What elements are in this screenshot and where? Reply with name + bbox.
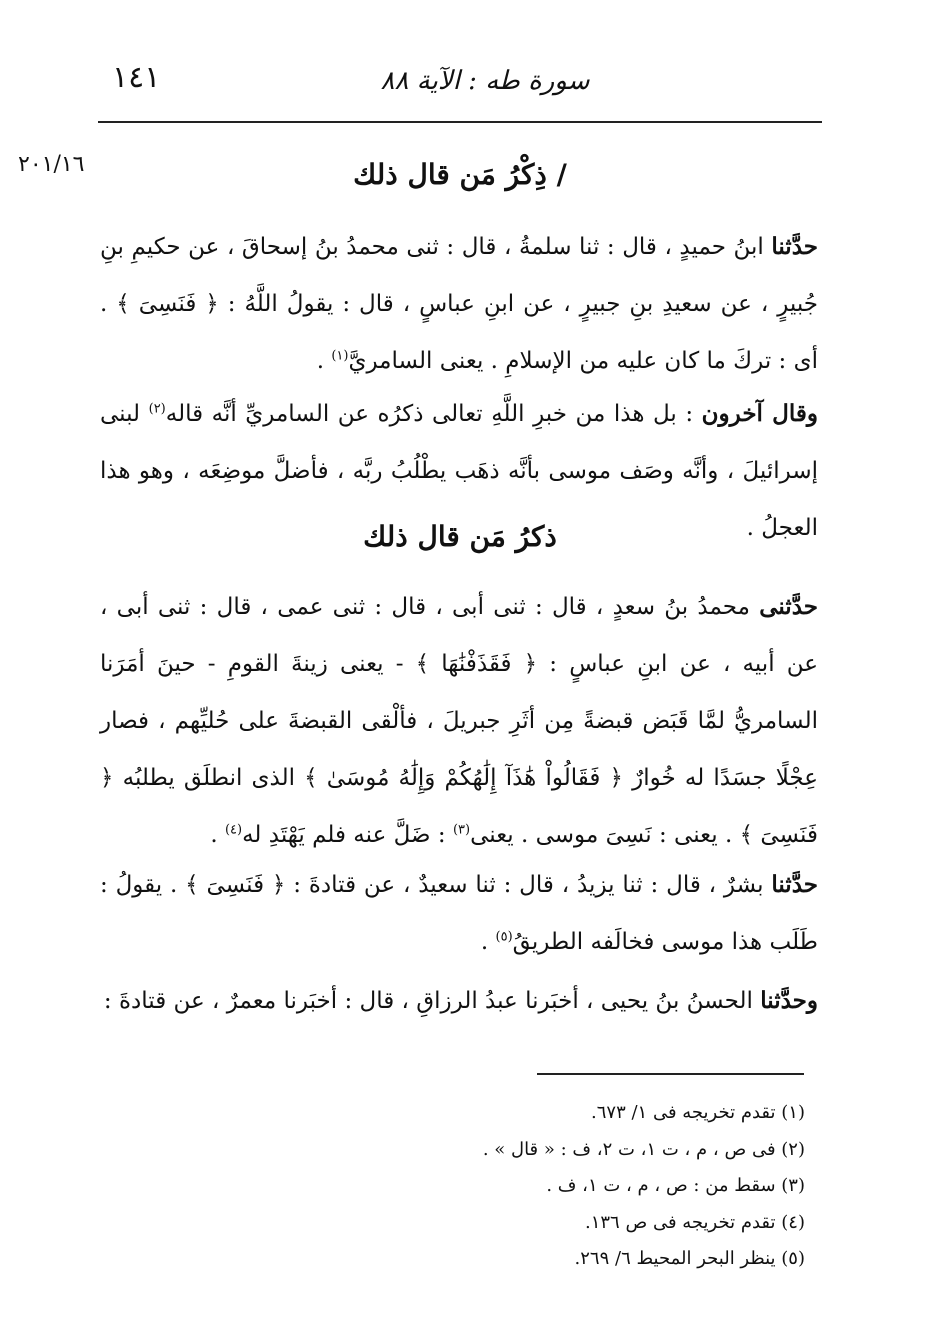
paragraph-lead: حدَّثنا	[771, 871, 818, 898]
paragraph-tail: .	[210, 822, 225, 848]
footnote-marker: (٣)	[452, 822, 471, 838]
paragraph-lead: وقال آخرون	[701, 400, 819, 427]
paragraph-text: : بل هذا من خبرِ اللَّهِ تعالى ذكرُه عن السامريِّ أنَّه قاله	[165, 401, 702, 427]
footnote-item: (٤) تقدم تخريجه فى ص ١٣٦.	[584, 1211, 805, 1233]
paragraph-lead: وحدَّثنا	[760, 987, 818, 1014]
paragraph-tail: .	[480, 929, 496, 955]
section-heading-1: / ذِكْرُ مَن قال ذلك	[353, 158, 567, 191]
footnote-item: (١) تقدم تخريجه فى ١/ ٦٧٣.	[591, 1102, 805, 1123]
paragraph-4	[100, 856, 818, 971]
paragraph-5	[100, 972, 818, 1030]
paragraph-text: بشرٌ ، قال : ثنا يزيدُ ، قال : ثنا سعيدٌ ، عن قتادةَ : ﴿ فَنَسِىَ ﴾ . يقولُ : طَلَب هذا موسى فخالَفه الطريقُ	[100, 872, 818, 955]
paragraph-1	[100, 218, 818, 390]
footnote-item: (٢) فى ص ، م ، ت ١، ت ٢، ف : « قال » .	[482, 1138, 805, 1160]
page-number: ١٤١	[112, 60, 161, 95]
footnotes	[450, 1095, 805, 1278]
footnote-marker: (١)	[331, 348, 349, 364]
paragraph-text: الحسنُ بنُ يحيى ، أخبَرنا عبدُ الرزاقِ ، قال : أخبَرنا معمرٌ ، عن قتادةَ :	[103, 988, 761, 1014]
paragraph-tail: : ضَلَّ عنه فلم يَهْتَدِ له	[242, 822, 453, 848]
paragraph-text: محمدُ بنُ سعدٍ ، قال : ثنى أبى ، قال : ثنى عمى ، قال : ثنى أبى ، عن أبيه ، عن ابنِ عباسٍ : ﴿ فَقَذَفْنَٰهَا ﴾ - يعنى زينةَ القومِ - حينَ أمَرَنا السامريُّ لمَّا قَبَض قبضةً مِن أثَرِ جبريلَ ، فألْقى القبضةَ على حُليِّهم ، فصار عِجْلًا جسَدًا له خُوارٌ ﴿ فَقَالُواْ هَٰذَآ إِلَٰهُكُمْ وَإِلَٰهُ مُوسَىٰ ﴾ الذى انطلَق يطلبُه ﴿ فَنَسِىَ ﴾ . يعنى : نَسِىَ موسى . يعنى	[100, 594, 818, 848]
paragraph-text: ابنُ حميدٍ ، قال : ثنا سلمةُ ، قال : ثنى محمدُ بنُ إسحاقَ ، عن حكيمِ بنِ جُبيرٍ ، عن سعيدِ بنِ جبيرٍ ، عن ابنِ عباسٍ ، قال : يقولُ اللَّهُ : ﴿ فَنَسِىَ ﴾ . أى : تركَ ما كان عليه من الإسلامِ . يعنى السامريَّ	[100, 234, 818, 374]
paragraph-tail: لبنى إسرائيلَ ، وأنَّه وصَف موسى بأنَّه ذهَب يطْلُبُ ربَّه ، فأضلَّ موضِعَه ، وهو هذا العجلُ .	[100, 401, 818, 541]
footnote-marker: (٢)	[148, 401, 166, 417]
margin-reference: ٢٠١/١٦	[18, 152, 85, 177]
section-heading-2: ذكرُ مَن قال ذلك	[363, 520, 557, 553]
paragraph-lead: حدَّثنا	[771, 233, 818, 260]
footnote-rule	[537, 1073, 804, 1075]
running-header-title: سورة طه : الآية ٨٨	[380, 66, 590, 96]
paragraph-lead: حدَّثنى	[759, 593, 818, 620]
paragraph-3	[100, 578, 818, 864]
footnote-item: (٣) سقط من : ص ، م ، ت ١، ف .	[546, 1175, 805, 1196]
header-rule	[98, 121, 822, 123]
paragraph-tail: .	[316, 348, 332, 374]
footnote-item: (٥) ينظر البحر المحيط ٦/ ٢٦٩.	[574, 1248, 805, 1269]
footnote-marker: (٤)	[224, 822, 243, 838]
footnote-marker: (٥)	[495, 929, 513, 945]
